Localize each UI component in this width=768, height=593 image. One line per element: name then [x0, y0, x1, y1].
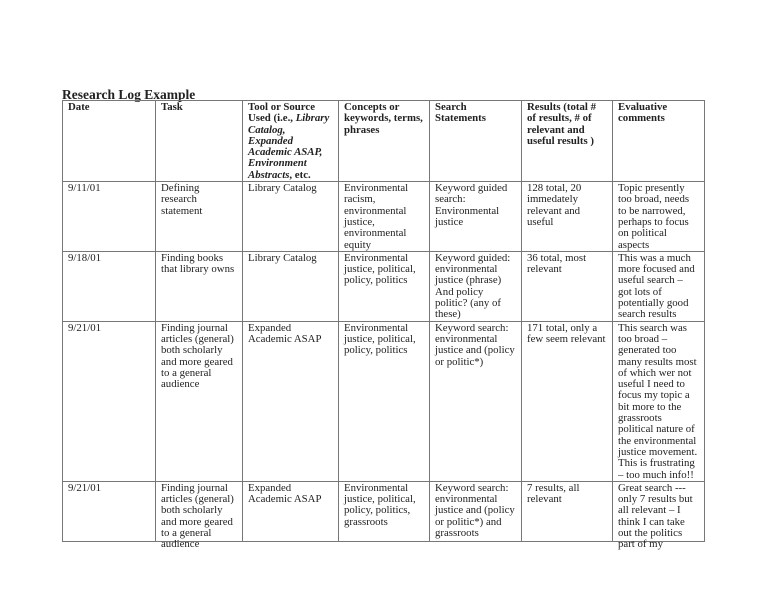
- cell-eval: This was a much more focused and useful search – got lots of potentially good search results: [613, 251, 705, 321]
- cell-eval: This search was too broad – generated too many results most of which wer not useful I need to focus my topic a bit more to the grassroots political nature of the environmental justice movement. This is frustrating – too much info!!: [613, 321, 705, 481]
- cell-results-text: 7 results, all relevant: [527, 481, 580, 506]
- cell-search: [430, 481, 522, 541]
- cell-tool-text: Expanded Academic ASAP: [248, 481, 322, 506]
- cell-concepts: Environmental justice, political, policy, politics: [339, 321, 430, 481]
- table-row: [63, 182, 705, 252]
- document-title: Research Log Example: [62, 87, 196, 102]
- cell-tool: [243, 481, 339, 541]
- cell-date: 9/11/01: [63, 182, 156, 252]
- header-task: Task: [156, 101, 243, 182]
- header-tool-examples: Library Catalog, Expanded Academic ASAP, Environment Abstracts: [248, 112, 330, 181]
- cell-concepts: [339, 481, 430, 541]
- cell-search-text: Keyword search: environmental justice and (policy or politic*) and grassroots: [435, 481, 515, 539]
- cell-results: 171 total, only a few seem relevant: [522, 321, 613, 481]
- cell-concepts: Environmental justice, political, policy, politics: [339, 251, 430, 321]
- cell-eval: [613, 481, 705, 551]
- cell-date-text: 9/21/01: [68, 481, 101, 494]
- cell-tool: Expanded Academic ASAP: [243, 321, 339, 481]
- cell-results: 36 total, most relevant: [522, 251, 613, 321]
- cell-date: 9/21/01: [63, 321, 156, 481]
- cell-search: Keyword search: environmental justice and (policy or politic*): [430, 321, 522, 481]
- cell-search: Keyword guided search: Environmental justice: [430, 182, 522, 252]
- cell-results: 128 total, 20 immedately relevant and useful: [522, 182, 613, 252]
- cell-task: [156, 481, 243, 551]
- header-search: Search Statements: [430, 101, 522, 182]
- cell-task: Finding books that library owns: [156, 251, 243, 321]
- table-row: [63, 481, 705, 541]
- header-row: [63, 101, 705, 182]
- cell-eval: Topic presently too broad, needs to be narrowed, perhaps to focus on political aspects: [613, 182, 705, 252]
- cell-concepts-text: Environmental justice, political, policy, politics, grassroots: [344, 481, 416, 528]
- cell-results: [522, 481, 613, 541]
- table-row: [63, 251, 705, 321]
- cell-task-text: Finding journal articles (general) both scholarly and more geared to a general audience: [161, 481, 234, 551]
- cell-date: [63, 481, 156, 541]
- header-date: Date: [63, 101, 156, 182]
- cell-tool: Library Catalog: [243, 182, 339, 252]
- cell-concepts: Environmental racism, environmental justice, environmental equity: [339, 182, 430, 252]
- cell-tool: Library Catalog: [243, 251, 339, 321]
- cell-search: Keyword guided: environmental justice (phrase) And policy politic? (any of these): [430, 251, 522, 321]
- header-results: Results (total # of results, # of relevant and useful results ): [522, 101, 613, 182]
- header-tool-etc: , etc.: [289, 168, 311, 181]
- header-tool-text: Tool or Source Used (i.e.,: [248, 101, 315, 125]
- header-tool: [243, 101, 339, 182]
- cell-eval-text: Great search --- only 7 results but all relevant – I think I can take out the politics part of my: [618, 481, 693, 551]
- header-eval: Evaluative comments: [613, 101, 705, 182]
- cell-task: Finding journal articles (general) both scholarly and more geared to a general audience: [156, 321, 243, 481]
- research-log-table: [62, 100, 705, 551]
- header-concepts: Concepts or keywords, terms, phrases: [339, 101, 430, 182]
- cell-task: Defining research statement: [156, 182, 243, 252]
- cell-date: 9/18/01: [63, 251, 156, 321]
- table-row: [63, 321, 705, 481]
